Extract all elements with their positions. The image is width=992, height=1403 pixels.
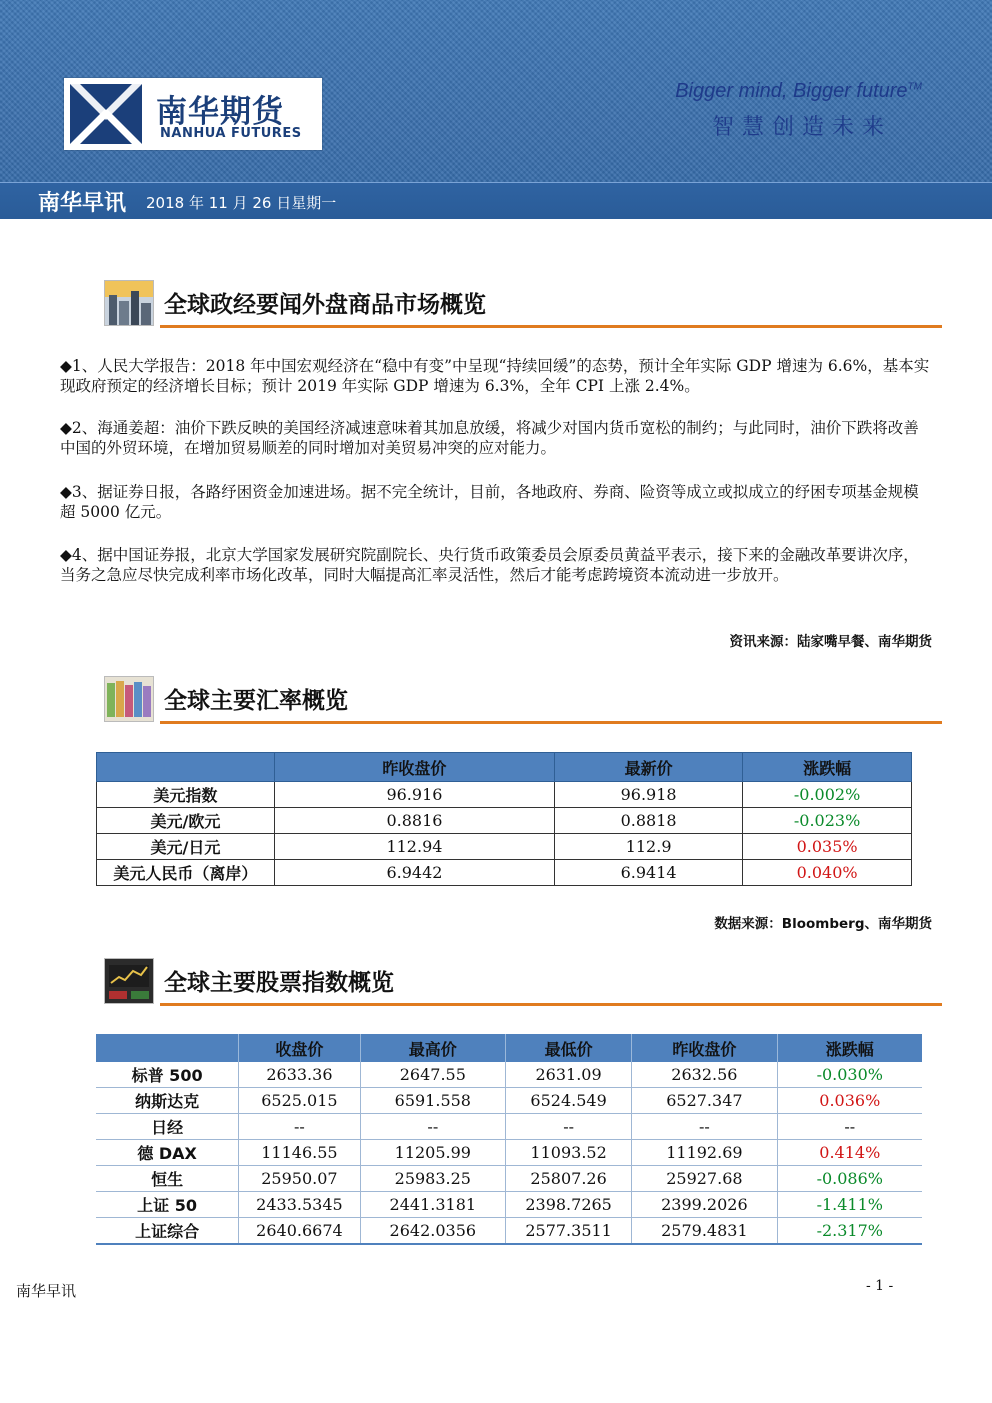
- footer-title: 南华早讯: [16, 1282, 77, 1300]
- change-cell: --: [777, 1114, 922, 1140]
- section-heading-news: [104, 280, 942, 328]
- section-divider: [160, 721, 942, 724]
- table-row: [96, 1114, 922, 1140]
- table-header-row: [97, 753, 912, 782]
- change-cell: -1.411%: [777, 1192, 922, 1218]
- column-header: 收盘价: [239, 1034, 360, 1062]
- header-banner: [0, 0, 992, 218]
- table-cell: 11093.52: [505, 1140, 631, 1166]
- table-cell: 6.9414: [555, 860, 743, 886]
- section-heading-fx: [104, 676, 942, 724]
- page-number: - 1 -: [866, 1278, 894, 1294]
- city-photo-icon: [104, 280, 154, 326]
- slogan-chinese: 智慧创造未来: [711, 115, 892, 140]
- table-cell: 11192.69: [632, 1140, 777, 1166]
- company-logo[interactable]: [64, 78, 322, 150]
- news-item-3: ◆3、据证券日报，各路纾困资金加速进场。据不完全统计，目前，各地政府、券商、险资等成立或拟成立的纾困专项基金规模超 5000 亿元。: [60, 483, 919, 521]
- table-cell: 2640.6674: [239, 1218, 360, 1245]
- change-cell: 0.040%: [743, 860, 912, 886]
- table-cell: 2577.3511: [505, 1218, 631, 1245]
- column-header: 涨跌幅: [743, 753, 912, 782]
- table-cell: 6524.549: [505, 1088, 631, 1114]
- row-label: 美元/日元: [97, 834, 275, 860]
- table-row: [96, 1140, 922, 1166]
- table-cell: 2642.0356: [360, 1218, 505, 1245]
- section-divider: [160, 325, 942, 328]
- row-label: 标普 500: [96, 1062, 239, 1088]
- change-cell: -0.002%: [743, 782, 912, 808]
- table-cell: 25807.26: [505, 1166, 631, 1192]
- report-date: 2018 年 11 月 26 日星期一: [146, 194, 337, 212]
- table-header-row: [96, 1034, 922, 1062]
- column-header: 昨收盘价: [632, 1034, 777, 1062]
- logo-chinese-name: 南华期货: [156, 94, 284, 130]
- table-cell: 2647.55: [360, 1062, 505, 1088]
- table-cell: 0.8818: [555, 808, 743, 834]
- table-row: [97, 860, 912, 886]
- table-cell: --: [505, 1114, 631, 1140]
- change-cell: 0.414%: [777, 1140, 922, 1166]
- table-cell: 6527.347: [632, 1088, 777, 1114]
- table-cell: 0.8816: [274, 808, 554, 834]
- news-item-1: ◆1、人民大学报告：2018 年中国宏观经济在“稳中有变”中呈现“持续回缓”的态势，预计全年实际 GDP 增速为 6.6%，基本实现政府预定的经济增长目标；预计 2019 年实际 GDP 增速为 6.3%，全年 CPI 上涨 2.4%。: [60, 357, 930, 395]
- logo-english-name: NANHUA FUTURES: [160, 126, 302, 141]
- table-cell: 112.9: [555, 834, 743, 860]
- table-cell: 6525.015: [239, 1088, 360, 1114]
- slogan-english-text: Bigger mind, Bigger future: [675, 80, 908, 102]
- table-cell: 2632.56: [632, 1062, 777, 1088]
- table-cell: 25950.07: [239, 1166, 360, 1192]
- table-row: [96, 1062, 922, 1088]
- table-cell: 2433.5345: [239, 1192, 360, 1218]
- table-row: [96, 1192, 922, 1218]
- row-label: 上证综合: [96, 1218, 239, 1245]
- stock-index-table: [96, 1034, 922, 1245]
- row-label: 德 DAX: [96, 1140, 239, 1166]
- news-item-4: ◆4、据中国证券报，北京大学国家发展研究院副院长、央行货币政策委员会原委员黄益平表示，接下来的金融改革要讲次序，当务之急应尽快完成利率市场化改革，同时大幅提高汇率灵活性，然后才能考虑跨境资本流动进一步放开。: [60, 546, 919, 584]
- table-cell: 96.916: [274, 782, 554, 808]
- table-cell: 11146.55: [239, 1140, 360, 1166]
- table-row: [97, 782, 912, 808]
- table-cell: --: [632, 1114, 777, 1140]
- column-header: [96, 1034, 239, 1062]
- trademark-mark: TM: [907, 81, 922, 93]
- column-header: 最低价: [505, 1034, 631, 1062]
- table-cell: --: [239, 1114, 360, 1140]
- table-cell: 2441.3181: [360, 1192, 505, 1218]
- row-label: 纳斯达克: [96, 1088, 239, 1114]
- row-label: 美元/欧元: [97, 808, 275, 834]
- change-cell: -2.317%: [777, 1218, 922, 1245]
- news-item-2: ◆2、海通姜超：油价下跌反映的美国经济减速意味着其加息放缓，将减少对国内货币宽松的制约；与此同时，油价下跌将改善中国的外贸环境，在增加贸易顺差的同时增加对美贸易冲突的应对能力。: [60, 419, 919, 457]
- table-cell: --: [360, 1114, 505, 1140]
- table-row: [96, 1166, 922, 1192]
- table-cell: 25927.68: [632, 1166, 777, 1192]
- table-row: [96, 1218, 922, 1245]
- row-label: 恒生: [96, 1166, 239, 1192]
- row-label: 美元指数: [97, 782, 275, 808]
- table-cell: 96.918: [555, 782, 743, 808]
- row-label: 日经: [96, 1114, 239, 1140]
- section-title: 全球主要股票指数概览: [164, 970, 394, 996]
- table-cell: 2633.36: [239, 1062, 360, 1088]
- change-cell: -0.023%: [743, 808, 912, 834]
- table-cell: 2398.7265: [505, 1192, 631, 1218]
- column-header: 涨跌幅: [777, 1034, 922, 1062]
- stock-screen-icon: [104, 958, 154, 1004]
- table-cell: 2399.2026: [632, 1192, 777, 1218]
- table-cell: 2631.09: [505, 1062, 631, 1088]
- banknotes-icon: [104, 676, 154, 722]
- section-divider: [160, 1003, 942, 1006]
- table-cell: 6591.558: [360, 1088, 505, 1114]
- news-source: 资讯来源：陆家嘴早餐、南华期货: [729, 634, 932, 650]
- fx-source: 数据来源：Bloomberg、南华期货: [714, 916, 932, 932]
- table-cell: 112.94: [274, 834, 554, 860]
- row-label: 美元人民币（离岸）: [97, 860, 275, 886]
- section-heading-stocks: [104, 958, 942, 1006]
- nanhua-logo-icon: [70, 84, 142, 144]
- column-header: [97, 753, 275, 782]
- table-cell: 2579.4831: [632, 1218, 777, 1245]
- change-cell: 0.035%: [743, 834, 912, 860]
- section-title: 全球政经要闻外盘商品市场概览: [164, 292, 486, 318]
- table-cell: 11205.99: [360, 1140, 505, 1166]
- column-header: 最新价: [555, 753, 743, 782]
- change-cell: -0.086%: [777, 1166, 922, 1192]
- column-header: 昨收盘价: [274, 753, 554, 782]
- row-label: 上证 50: [96, 1192, 239, 1218]
- table-cell: 25983.25: [360, 1166, 505, 1192]
- section-title: 全球主要汇率概览: [164, 688, 348, 714]
- slogan-english: [675, 80, 922, 103]
- table-cell: 6.9442: [274, 860, 554, 886]
- report-title: 南华早讯: [38, 191, 127, 216]
- change-cell: -0.030%: [777, 1062, 922, 1088]
- change-cell: 0.036%: [777, 1088, 922, 1114]
- table-row: [97, 834, 912, 860]
- fx-table: [96, 752, 912, 886]
- table-row: [96, 1088, 922, 1114]
- column-header: 最高价: [360, 1034, 505, 1062]
- table-row: [97, 808, 912, 834]
